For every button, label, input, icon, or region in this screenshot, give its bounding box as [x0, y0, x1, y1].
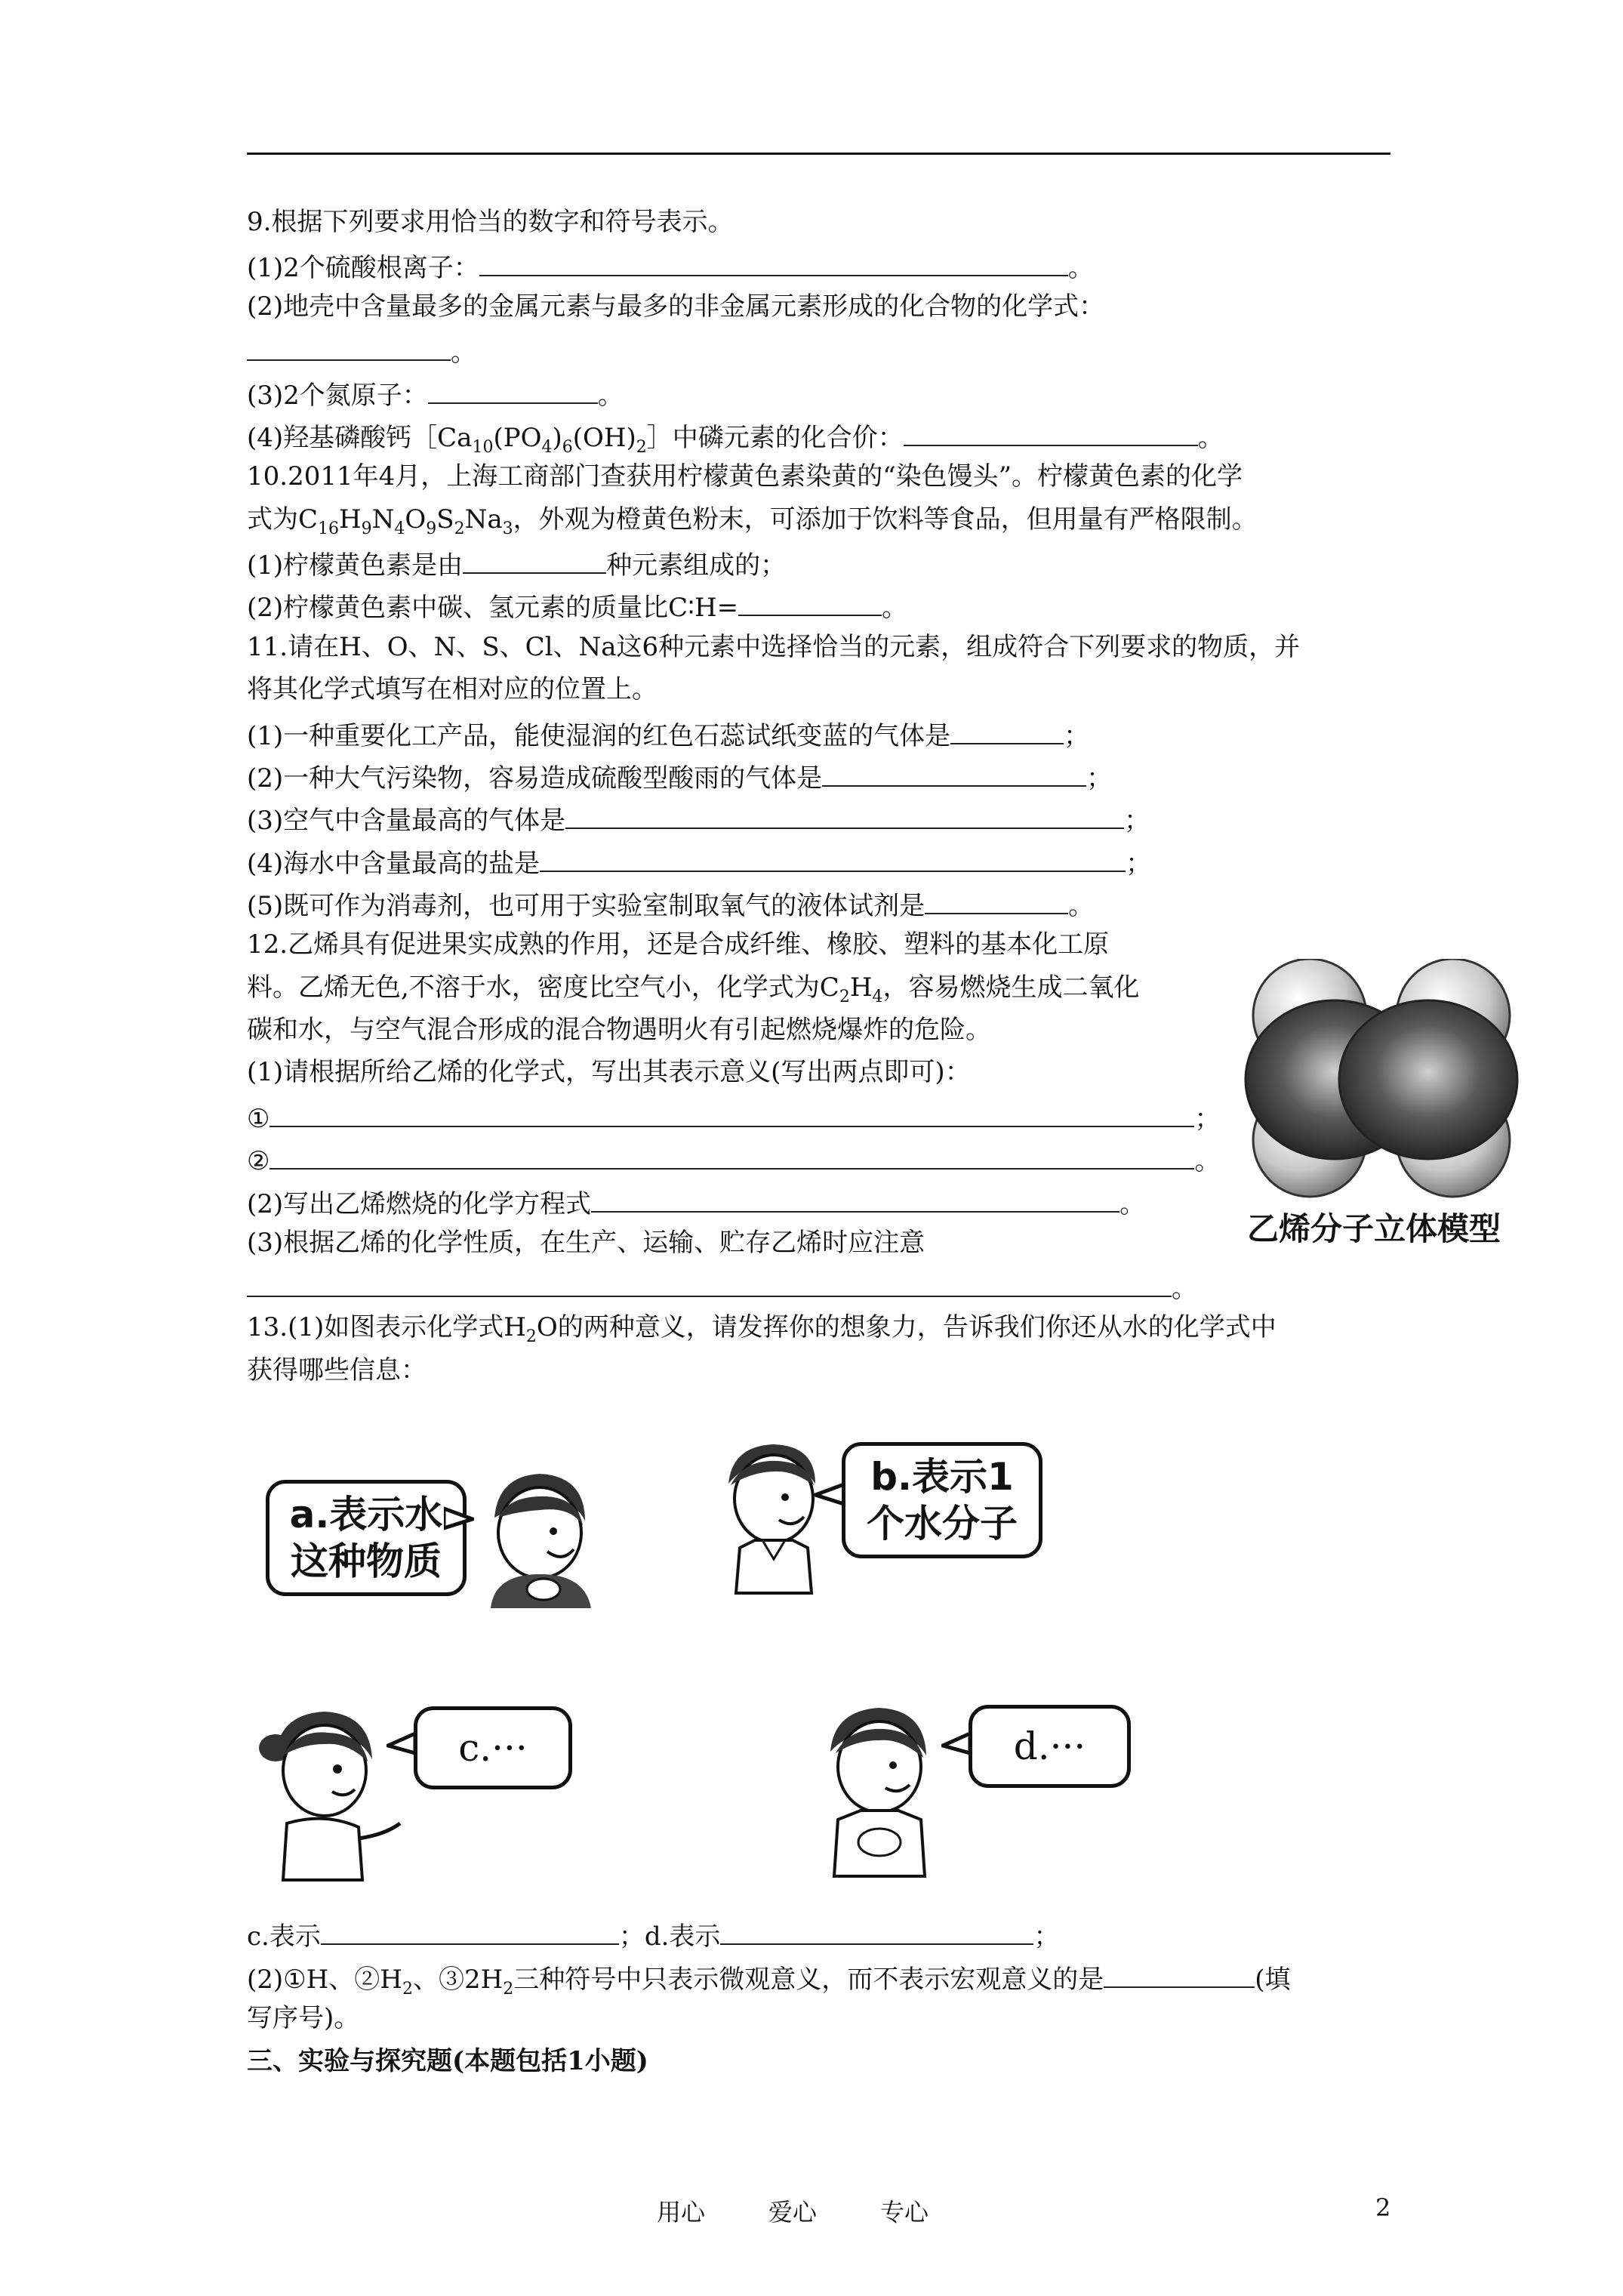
q12-line3: 碳和水，与空气混合形成的混合物遇明火有引起燃烧爆炸的危险。 [247, 1015, 991, 1045]
q13-blank-d[interactable] [720, 1916, 1033, 1945]
q11-blank2[interactable] [822, 758, 1086, 787]
q12-blank2[interactable] [269, 1141, 1194, 1170]
q10-blank2[interactable] [738, 587, 882, 616]
speech-bubble-b: b.表示1 个水分子 [842, 1442, 1042, 1558]
q10-blank1[interactable] [463, 545, 606, 574]
q11-blank5[interactable] [925, 886, 1068, 914]
ethylene-model-image [1238, 959, 1525, 1208]
q12-part2: (2)写出乙烯燃烧的化学方程式 。 [247, 1184, 1145, 1221]
q9-part1: (1)2个硫酸根离子： 。 [247, 248, 1094, 285]
page-number: 2 [1375, 2193, 1391, 2222]
q13-blank-c[interactable] [321, 1916, 619, 1945]
q11-part5: (5)既可作为消毒剂，也可用于实验室制取氧气的液体试剂是 。 [247, 886, 1094, 923]
q9-title: 9.根据下列要求用恰当的数字和符号表示。 [247, 207, 734, 237]
q10-line2: 式为$C_{16}H_9N_4O_9S_2Na_3$，外观为橙黄色粉末，可添加于饮料等食品，但用量有严格限制。 [247, 504, 1258, 538]
q11-line1: 11.请在H、O、N、S、Cl、Na这6种元素中选择恰当的元素，组成符合下列要求的物质，并 [247, 632, 1301, 662]
bubble-pointer-c [387, 1729, 417, 1759]
q11-part1: (1)一种重要化工产品，能使湿润的红色石蕊试纸变蓝的气体是 ； [247, 716, 1089, 753]
q13-part2: (2)①H、$②H_2$、$③2H_2$三种符号中只表示微观意义，而不表示宏观意义的是 (填 [247, 1959, 1291, 2006]
q12-answer2: ② 。 [247, 1141, 1220, 1178]
q9-part2-answer: 。 [247, 332, 476, 369]
q11-blank4[interactable] [540, 843, 1126, 872]
q9-blank4[interactable] [904, 418, 1198, 446]
q12-answer1: ① ； [247, 1099, 1220, 1136]
q9-blank3[interactable] [428, 375, 598, 404]
q12-blank4[interactable] [247, 1268, 1172, 1297]
q9-blank2[interactable] [247, 332, 451, 361]
q10-line1: 10.2011年4月，上海工商部门查获用柠檬黄色素染黄的“染色馒头”。柠檬黄色素的化学 [247, 461, 1243, 492]
q12-part3-answer: 。 [247, 1268, 1197, 1305]
q12-part3: (3)根据乙烯的化学性质，在生产、运输、贮存乙烯时应注意 [247, 1228, 925, 1258]
bubble-pointer-b [814, 1480, 844, 1510]
q12-line1: 12.乙烯具有促进果实成熟的作用，还是合成纤维、橡胶、塑料的基本化工原 [247, 929, 1110, 960]
footer-slogan-3: 专心 [880, 2198, 929, 2227]
q11-blank3[interactable] [565, 800, 1124, 829]
ethylene-model-caption: 乙烯分子立体模型 [1247, 1210, 1501, 1247]
q9-part4: (4)羟基磷酸钙$[Ca_{10}(PO_4)_6(OH)_2]$中磷元素的化合价： 。 [247, 418, 1224, 464]
speech-bubble-a: a.表示水 这种物质 [266, 1480, 467, 1596]
q9-part2: (2)地壳中含量最多的金属元素与最多的非金属元素形成的化合物的化学式： [247, 291, 1105, 322]
q12-part1: (1)请根据所给乙烯的化学式，写出其表示意义(写出两点即可)： [247, 1057, 971, 1087]
q10-part2: (2)柠檬黄色素中碳、氢元素的质量比C∶H= 。 [247, 587, 907, 624]
q13-fill-cd: c.表示 ；d.表示 ； [247, 1916, 1059, 1953]
q11-line2: 将其化学式填写在相对应的位置上。 [247, 674, 658, 704]
q13-part2-line2: 写序号)。 [247, 2003, 360, 2033]
boy-cartoon-b [710, 1438, 838, 1601]
q13-blank-2[interactable] [1104, 1959, 1255, 1988]
footer-slogan-1: 用心 [657, 2198, 706, 2227]
q12-blank3[interactable] [591, 1184, 1119, 1213]
boy-cartoon-a [464, 1465, 615, 1616]
q11-part3: (3)空气中含量最高的气体是 ； [247, 800, 1150, 837]
q10-part1: (1)柠檬黄色素是由 种元素组成的； [247, 545, 786, 582]
speech-bubble-d: d.··· [969, 1705, 1131, 1788]
q12-line2: 料。乙烯无色,不溶于水，密度比空气小，化学式为$C_2H_4$，容易燃烧生成二氧化 [247, 972, 1140, 1006]
q13-line1: 13.(1)如图表示化学式$H_2O$的两种意义，请发挥你的想象力，告诉我们你还从水的化学式中 [247, 1312, 1277, 1346]
q12-blank1[interactable] [269, 1099, 1194, 1127]
footer-slogan-2: 爱心 [768, 2198, 818, 2227]
boy-cartoon-d [804, 1699, 955, 1880]
q9-part3: (3)2个氮原子： 。 [247, 375, 624, 412]
section3-heading: 三、实验与探究题(本题包括1小题) [247, 2046, 648, 2076]
bubble-pointer-d [941, 1729, 972, 1759]
q11-blank1[interactable] [950, 716, 1064, 744]
q11-part2: (2)一种大气污染物，容易造成硫酸型酸雨的气体是 ； [247, 758, 1112, 795]
header-rule [247, 153, 1390, 155]
q13-line2: 获得哪些信息： [247, 1355, 427, 1385]
speech-bubble-c: c.··· [414, 1706, 572, 1789]
q11-part4: (4)海水中含量最高的盐是 ； [247, 843, 1151, 880]
q9-blank1[interactable] [479, 248, 1068, 276]
